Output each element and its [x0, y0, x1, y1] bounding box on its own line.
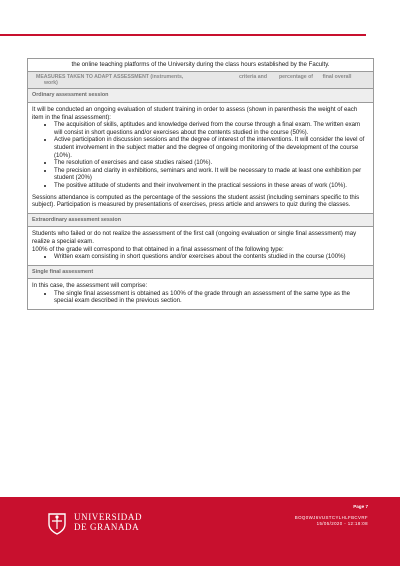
list-item: • The resolution of exercises and case studies raised (10%).	[54, 159, 369, 167]
list-item: • The precision and clarity in exhibitions, seminars and work. It will be necessary to made at least one exhibition per student (20%)	[54, 167, 369, 182]
single-list	[32, 290, 369, 305]
measures-header-col4: final overall	[322, 73, 352, 80]
single-assessment-body	[28, 278, 373, 309]
ordinary-list	[32, 121, 369, 189]
ordinary-session-title: Ordinary assessment session	[28, 88, 373, 102]
extraordinary-session-title: Extraordinary assessment session	[28, 213, 373, 227]
list-item: • The acquisition of skills, aptitudes and knowledge derived from the course through a final exam. The written exam will consist in short questions and/or exercises about the contents studied in the course (50%).	[54, 121, 369, 136]
measures-header-col2: criteria and	[239, 73, 267, 80]
ordinary-closing: Sessions attendance is computed as the percentage of the sessions the student assist (including seminars specific to this subject). Participation is measured by presentations of exercises, press article and answers to quiz during the classes.	[32, 193, 360, 209]
extraordinary-session-body	[28, 226, 373, 264]
measures-header-col3: percentage of	[278, 73, 313, 80]
extraordinary-line2: 100% of the grade will correspond to that obtained in a final assessment of the following type:	[32, 245, 284, 253]
single-assessment-title: Single final assessment	[28, 265, 373, 279]
top-red-rule	[0, 34, 366, 36]
ordinary-intro: It will be conducted an ongoing evaluation of student training in order to assess (shown in parenthesis the weight of each item in the final assessment):	[32, 106, 358, 121]
verification-code: BOQ0WJ6VUSTCYLHLFBCVRF 15/05/2020 - 12:18:08	[294, 515, 368, 526]
list-item: • The positive attitude of students and their involvement in the practical sessions in these areas of work (10%).	[54, 182, 369, 190]
measures-header-col1: MEASURES TAKEN TO ADAPT ASSESSMENT (instruments, work)	[36, 73, 184, 86]
list-item: • Active participation in discussion sessions and the degree of interest of the interventions. It will consider the level of student involvement in the subject matter and the degree of ongoing monitoring of the development of the course (10%).	[54, 136, 369, 159]
assessment-table	[27, 58, 374, 310]
ordinary-session-body	[28, 102, 373, 213]
university-crest-icon	[45, 511, 69, 535]
list-item: • The single final assessment is obtained as 100% of the grade through an assessment of the same type as the special exam described in the previous section.	[54, 290, 369, 305]
list-item: • Written exam consisting in short questions and/or exercises about the contents studied in the course (100%)	[54, 253, 369, 261]
measures-header	[28, 71, 373, 89]
university-name: UNIVERSIDAD DE GRANADA	[74, 512, 143, 532]
extraordinary-list	[32, 253, 369, 261]
extraordinary-intro: Students who failed or do not realize the assessment of the first call (ongoing evaluation or single final assessment) may realize a special exam.	[32, 230, 357, 245]
page-number: Page 7	[353, 504, 368, 509]
continuation-text: the online teaching platforms of the University during the class hours established by the Faculty.	[71, 61, 330, 68]
single-intro: In this case, the assessment will comprise:	[32, 282, 148, 290]
